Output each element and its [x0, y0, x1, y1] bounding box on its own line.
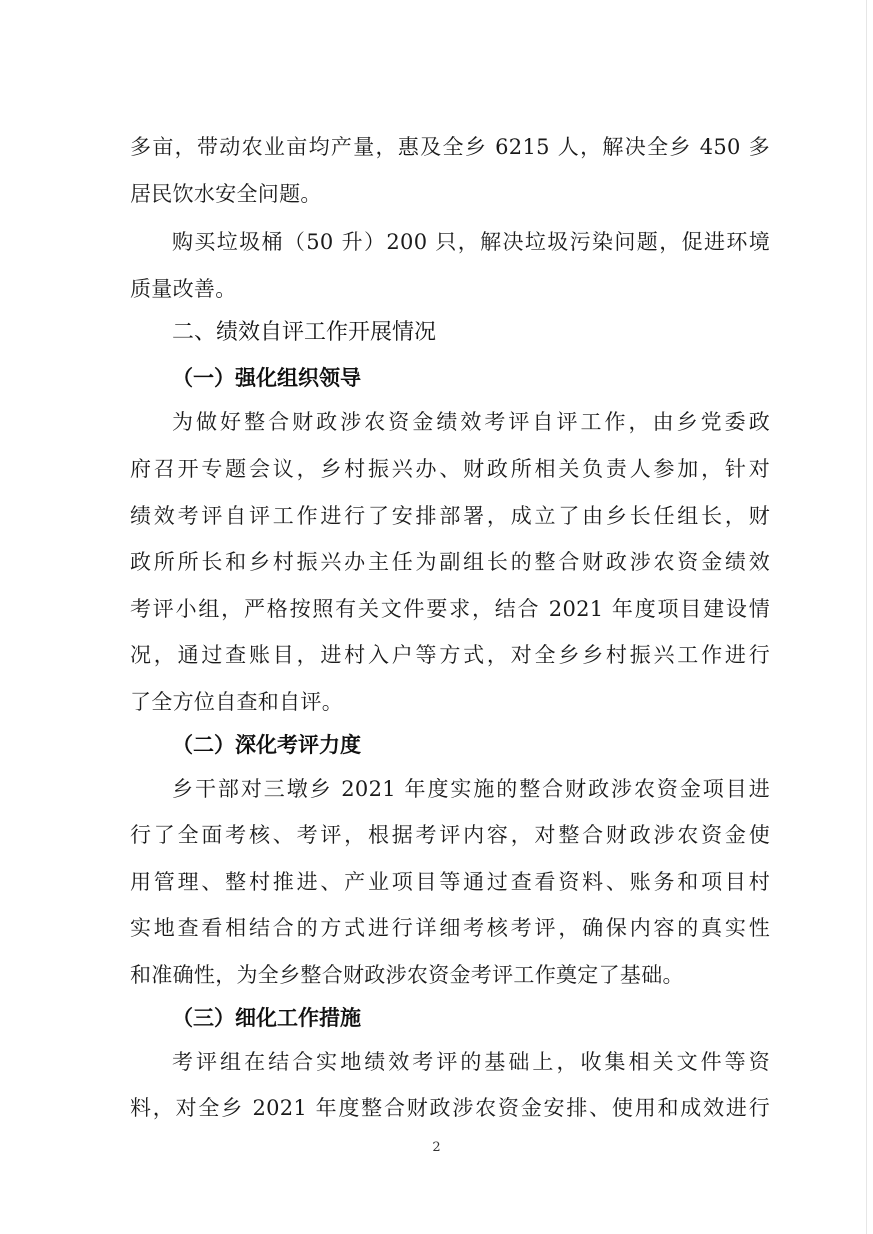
para2-line-1: 购买垃圾桶（50 升）200 只，解决垃圾污染问题，促进环境 — [172, 230, 770, 254]
subsection-2-heading: （二）深化考评力度 — [172, 733, 361, 757]
sub1-line-1: 为做好整合财政涉农资金绩效考评自评工作，由乡党委政 — [172, 410, 770, 434]
sub1-line-3: 绩效考评自评工作进行了安排部署，成立了由乡长任组长，财 — [130, 504, 770, 528]
intro-line-2: 居民饮水安全问题。 — [130, 182, 322, 206]
sub1-line-7: 了全方位自查和自评。 — [130, 690, 343, 714]
page-number: 2 — [432, 1140, 441, 1155]
sub1-line-5: 考评小组，严格按照有关文件要求，结合 2021 年度项目建设情 — [130, 597, 770, 621]
sub1-line-2: 府召开专题会议，乡村振兴办、财政所相关负责人参加，针对 — [130, 457, 770, 481]
sub2-line-4: 实地查看相结合的方式进行详细考核考评，确保内容的真实性 — [130, 916, 770, 940]
page-edge-line — [866, 0, 867, 1234]
sub3-line-1: 考评组在结合实地绩效考评的基础上，收集相关文件等资 — [172, 1050, 770, 1074]
subsection-3-heading: （三）细化工作措施 — [172, 1006, 361, 1030]
sub1-line-4: 政所所长和乡村振兴办主任为副组长的整合财政涉农资金绩效 — [130, 550, 770, 574]
sub1-line-6: 况，通过查账目，进村入户等方式，对全乡乡村振兴工作进行 — [130, 643, 770, 667]
para2-line-2: 质量改善。 — [130, 277, 237, 301]
sub2-line-3: 用管理、整村推进、产业项目等通过查看资料、账务和项目村 — [130, 870, 770, 894]
subsection-1-heading: （一）强化组织领导 — [172, 366, 361, 390]
sub2-line-5: 和准确性，为全乡整合财政涉农资金考评工作奠定了基础。 — [130, 963, 684, 987]
sub2-line-1: 乡干部对三墩乡 2021 年度实施的整合财政涉农资金项目进 — [172, 777, 770, 801]
section-heading: 二、绩效自评工作开展情况 — [172, 320, 437, 345]
sub2-line-2: 行了全面考核、考评，根据考评内容，对整合财政涉农资金使 — [130, 823, 770, 847]
intro-line-1: 多亩，带动农业亩均产量，惠及全乡 6215 人，解决全乡 450 多 — [130, 135, 770, 159]
sub3-line-2: 料，对全乡 2021 年度整合财政涉农资金安排、使用和成效进行 — [130, 1096, 770, 1120]
